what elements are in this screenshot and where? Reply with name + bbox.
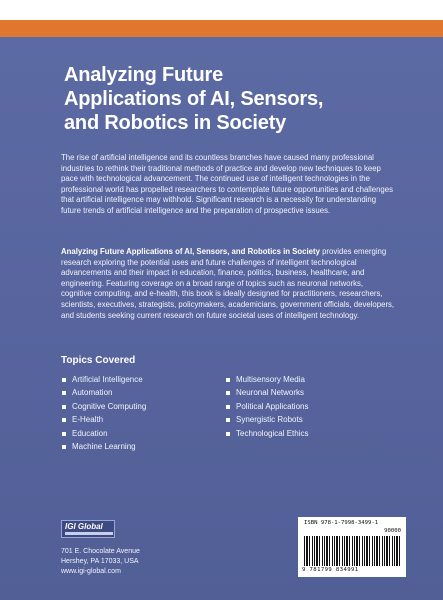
price-code: 90000 bbox=[384, 528, 401, 534]
topic-label: Political Applications bbox=[236, 401, 309, 411]
square-bullet-icon bbox=[62, 445, 66, 449]
publisher-website: www.igi-global.com bbox=[61, 568, 121, 575]
book-title bbox=[64, 63, 384, 135]
square-bullet-icon bbox=[62, 391, 66, 395]
topic-label: Artificial Intelligence bbox=[72, 375, 143, 384]
topic-item bbox=[226, 400, 308, 413]
topic-label: Machine Learning bbox=[72, 441, 136, 451]
square-bullet-icon bbox=[62, 405, 66, 409]
title-line-3: and Robotics in Society bbox=[64, 112, 287, 134]
topics-heading: Topics Covered bbox=[61, 355, 136, 366]
topics-list-right bbox=[226, 373, 308, 440]
topic-item bbox=[62, 400, 146, 413]
address-line-2: Hershey, PA 17033, USA bbox=[61, 558, 139, 565]
topic-item bbox=[62, 386, 146, 399]
barcode-bars bbox=[304, 536, 400, 566]
topic-item bbox=[62, 427, 146, 440]
isbn-barcode bbox=[298, 517, 406, 577]
topic-label: Synergistic Robots bbox=[236, 415, 303, 425]
publisher-address bbox=[61, 547, 221, 577]
topic-label: Cognitive Computing bbox=[72, 401, 147, 411]
topics-list-left bbox=[62, 373, 146, 453]
description-paragraph-1: The rise of artificial intelligence and its countless branches have caused many professional industries to rethink their traditional methods of practice and develop new techniques to keep pace with technological advancement. The continued use of intelligent technologies in the professional world has propelled researchers to contemplate future opportunities and challenges that artificial intelligence may withhold. Significant research is a necessity for understanding future trends of artificial intelligence and the preparation of prospective issues. bbox=[61, 153, 393, 215]
topic-item bbox=[226, 386, 308, 399]
title-line-2: Applications of AI, Sensors, bbox=[64, 88, 324, 110]
square-bullet-icon bbox=[62, 432, 66, 436]
logo-tagline-strip bbox=[65, 532, 113, 535]
book-title-inline: Analyzing Future Applications of AI, Sensors, and Robotics in Society bbox=[61, 247, 320, 256]
igi-global-logo bbox=[61, 520, 115, 538]
square-bullet-icon bbox=[226, 432, 230, 436]
square-bullet-icon bbox=[226, 418, 230, 422]
topic-label: Multisensory Media bbox=[236, 375, 305, 384]
title-line-1: Analyzing Future bbox=[64, 64, 224, 86]
topic-item bbox=[62, 413, 146, 426]
square-bullet-icon bbox=[62, 378, 66, 382]
square-bullet-icon bbox=[226, 391, 230, 395]
barcode-digits: 9 781799 834991 bbox=[302, 567, 359, 573]
topic-label: Automation bbox=[72, 388, 113, 398]
topic-label: Education bbox=[72, 428, 108, 438]
square-bullet-icon bbox=[226, 378, 230, 382]
description-paragraph-2 bbox=[61, 247, 396, 321]
address-line-1: 701 E. Chocolate Avenue bbox=[61, 548, 140, 555]
top-white-band bbox=[0, 0, 443, 20]
paragraph-2-body: provides emerging research exploring the potential uses and future challenges of intelligent technological advancements and their impact in education, finance, politics, business, healthcare, and engineering. Featuring coverage on a broad range of topics such as neuronal networks, cognitive computing, and e-health, this book is ideally designed for practitioners, researchers, scientists, executives, strategists, policymakers, academicians, government officials, developers, and students seeking current research on future societal uses of intelligent technology. bbox=[61, 247, 395, 320]
isbn-number: ISBN 978-1-7998-3499-1 bbox=[304, 520, 379, 526]
square-bullet-icon bbox=[62, 418, 66, 422]
orange-header-bar bbox=[0, 20, 443, 37]
square-bullet-icon bbox=[226, 405, 230, 409]
topic-label: Neuronal Networks bbox=[236, 388, 305, 398]
topic-label: E-Health bbox=[72, 415, 104, 425]
topic-item bbox=[226, 373, 308, 386]
topic-item bbox=[62, 373, 146, 386]
logo-text: IGI Global bbox=[65, 522, 103, 531]
topic-item bbox=[226, 427, 308, 440]
topic-item bbox=[226, 413, 308, 426]
topic-label: Technological Ethics bbox=[236, 428, 309, 438]
topic-item bbox=[62, 440, 146, 453]
